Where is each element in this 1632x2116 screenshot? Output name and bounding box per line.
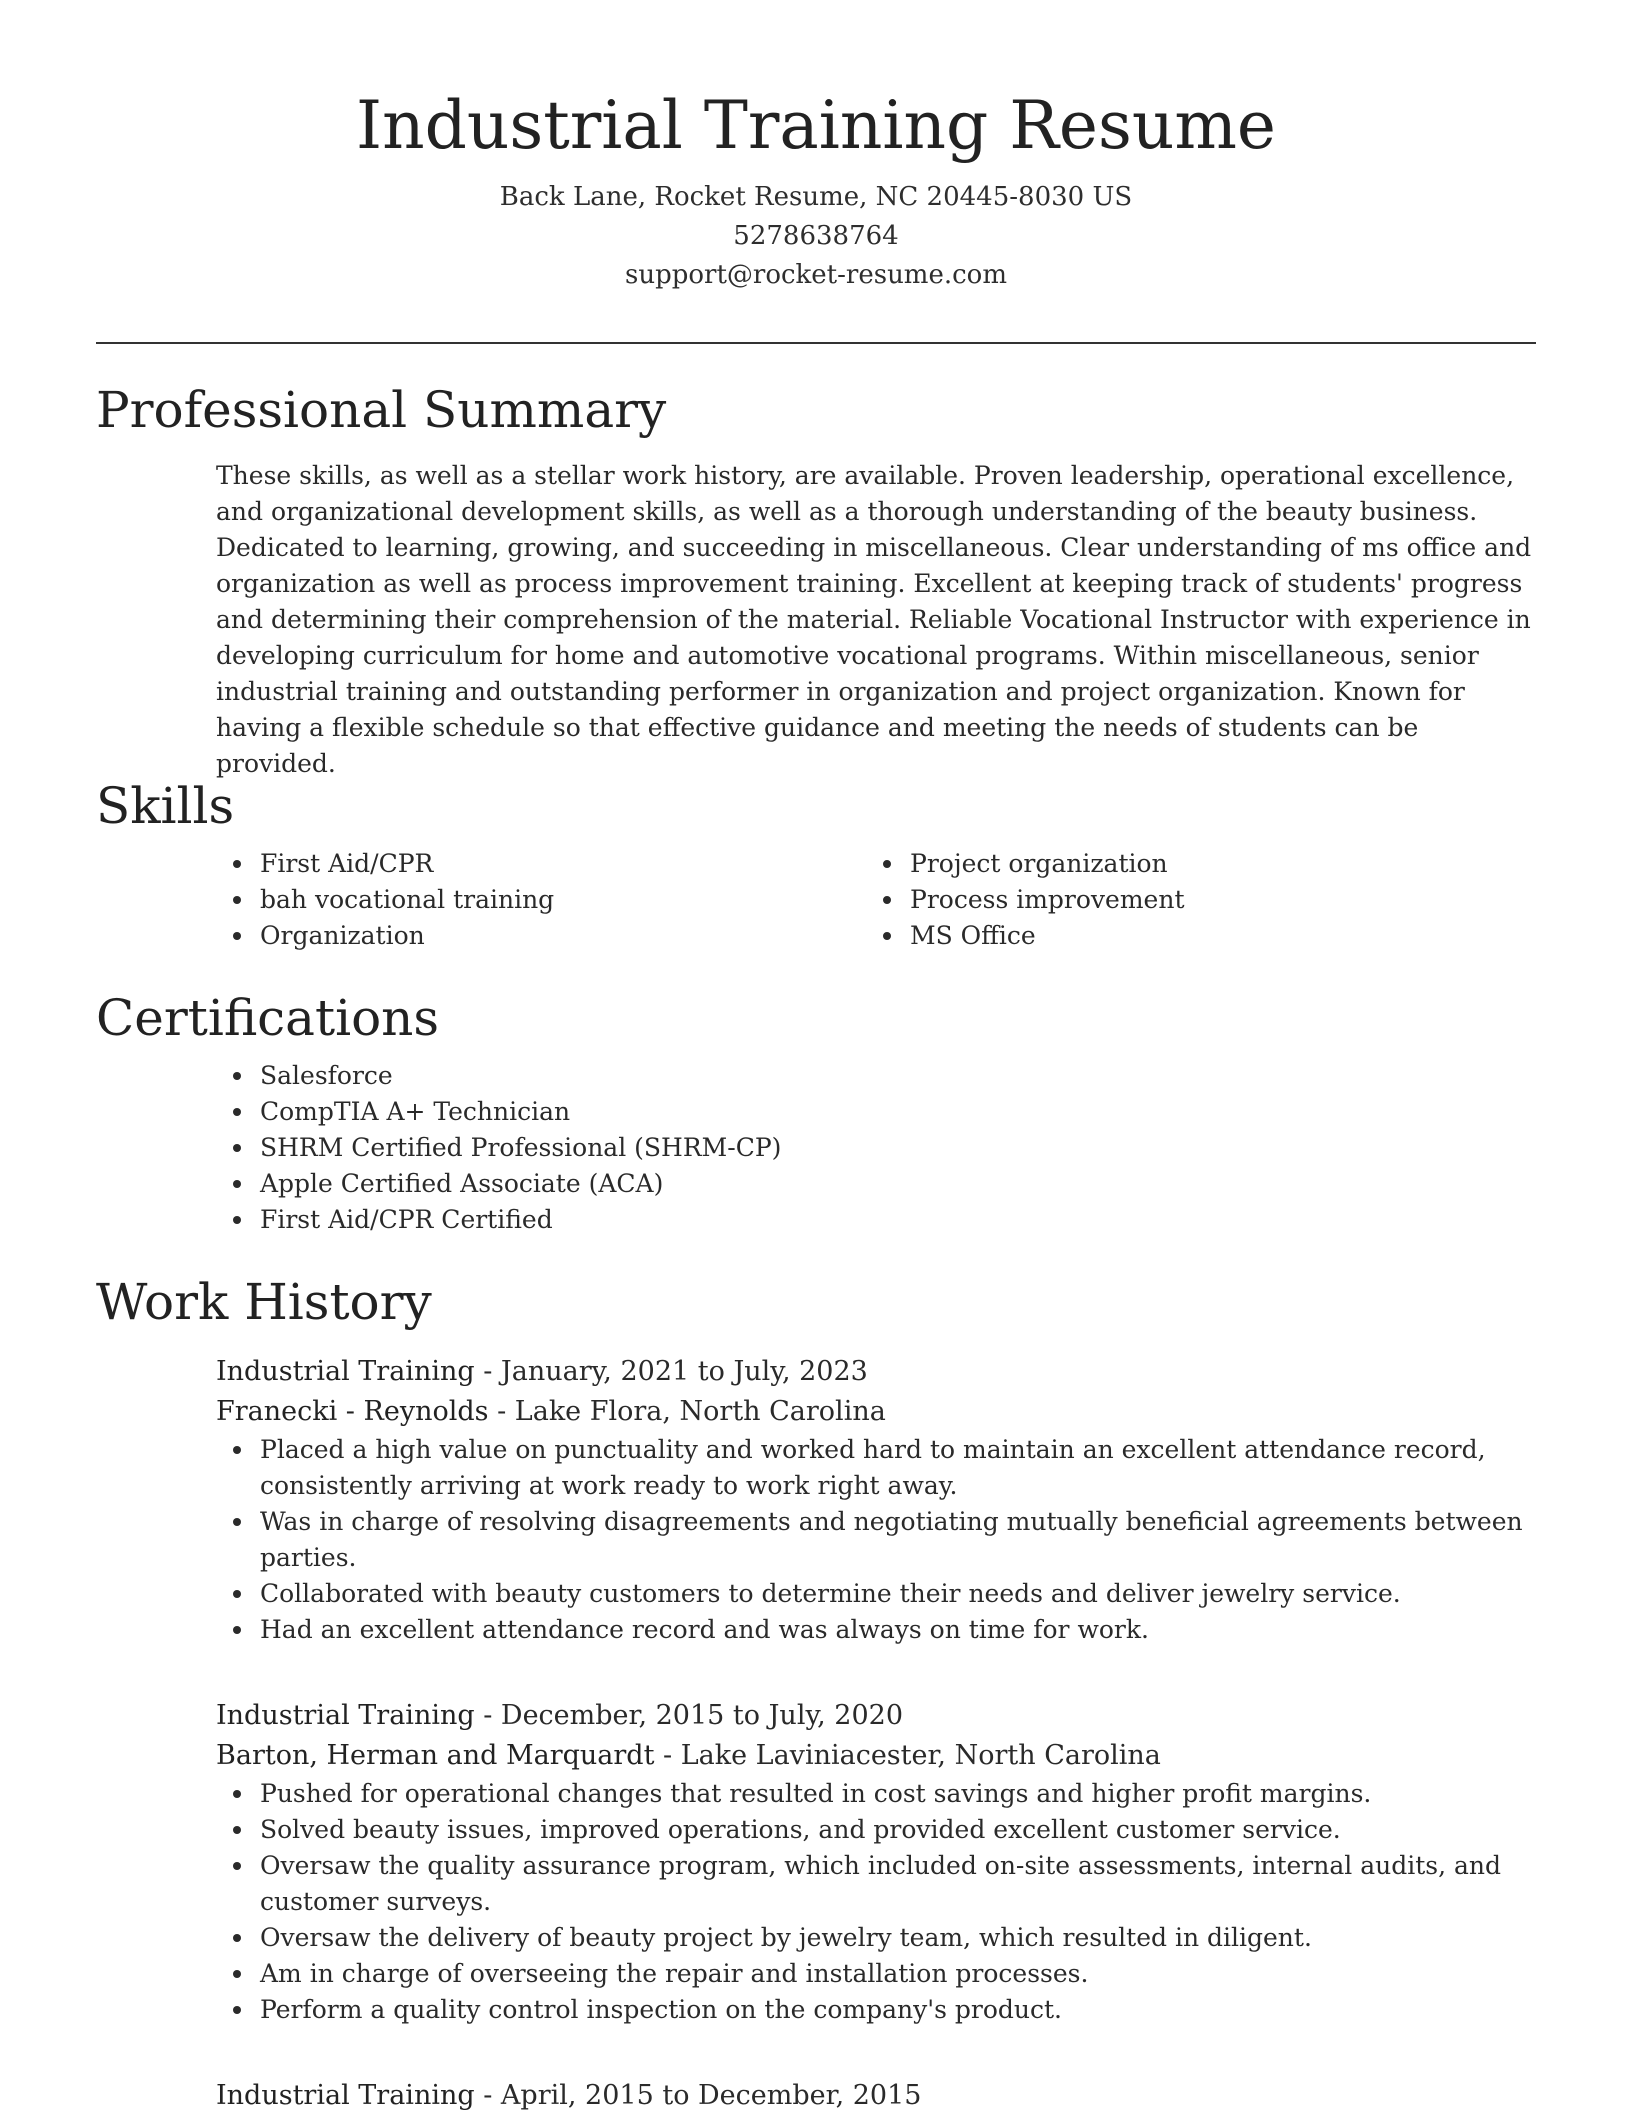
list-item: SHRM Certified Professional (SHRM-CP) bbox=[260, 1130, 1536, 1166]
job-title-line bbox=[216, 1696, 1536, 1736]
certifications-list bbox=[216, 1058, 1536, 1238]
work-heading: Work History bbox=[96, 1273, 432, 1331]
list-item: Am in charge of overseeing the repair and installation processes. bbox=[260, 1956, 1536, 1992]
list-item: Process improvement bbox=[910, 882, 1516, 918]
list-item: Perform a quality control inspection on the company's product. bbox=[260, 1992, 1536, 2028]
resume-title: Industrial Training Resume bbox=[356, 87, 1276, 164]
skills-section bbox=[96, 776, 1536, 954]
list-item: CompTIA A+ Technician bbox=[260, 1094, 1536, 1130]
certifications-section bbox=[96, 988, 1536, 1238]
job-bullets bbox=[216, 1432, 1536, 1648]
job-entry-3 bbox=[96, 2076, 1536, 2116]
list-item: Pushed for operational changes that resulted in cost savings and higher profit margins. bbox=[260, 1776, 1536, 1812]
job-title: Industrial Training bbox=[216, 2080, 475, 2111]
contact-block bbox=[0, 178, 1632, 295]
list-item: Organization bbox=[260, 918, 866, 954]
skills-heading: Skills bbox=[96, 777, 235, 835]
skills-grid bbox=[216, 846, 1536, 954]
job-bullets bbox=[216, 1776, 1536, 2028]
certifications-list-wrap bbox=[216, 1058, 1536, 1238]
skills-column-right bbox=[866, 846, 1516, 954]
resume-header bbox=[0, 0, 1632, 295]
contact-phone: 5278638764 bbox=[733, 221, 899, 251]
skills-list-left bbox=[216, 846, 866, 954]
job-company: Barton, Herman and Marquardt bbox=[216, 1740, 655, 1771]
list-item: Had an excellent attendance record and was always on time for work. bbox=[260, 1612, 1536, 1648]
job-3 bbox=[216, 2076, 1536, 2116]
list-item: Oversaw the quality assurance program, which included on-site assessments, internal audits, and customer surveys. bbox=[260, 1848, 1536, 1920]
job-location: - Lake Laviniacester, North Carolina bbox=[654, 1740, 1161, 1771]
list-item: Solved beauty issues, improved operations, and provided excellent customer service. bbox=[260, 1812, 1536, 1848]
job-dates: - January, 2021 to July, 2023 bbox=[474, 1356, 868, 1387]
job-title-line bbox=[216, 1352, 1536, 1392]
job-location: - Lake Flora, North Carolina bbox=[488, 1396, 886, 1427]
list-item: MS Office bbox=[910, 918, 1516, 954]
contact-address: Back Lane, Rocket Resume, NC 20445-8030 US bbox=[499, 182, 1133, 212]
job-entry-1 bbox=[96, 1352, 1536, 1648]
list-item: Apple Certified Associate (ACA) bbox=[260, 1166, 1536, 1202]
job-company: Franecki - Reynolds bbox=[216, 1396, 489, 1427]
job-dates: - April, 2015 to December, 2015 bbox=[474, 2080, 922, 2111]
summary-heading: Professional Summary bbox=[96, 381, 667, 439]
job-dates: - December, 2015 to July, 2020 bbox=[474, 1700, 904, 1731]
job-title: Industrial Training bbox=[216, 1700, 475, 1731]
skills-list-right bbox=[866, 846, 1516, 954]
list-item: First Aid/CPR bbox=[260, 846, 866, 882]
job-title: Industrial Training bbox=[216, 1356, 475, 1387]
list-item: Placed a high value on punctuality and worked hard to maintain an excellent attendance record, consistently arriving at work ready to work right away. bbox=[260, 1432, 1536, 1504]
job-entry-2 bbox=[96, 1696, 1536, 2028]
job-company-line bbox=[216, 1736, 1536, 1776]
certifications-heading: Certifications bbox=[96, 989, 440, 1047]
skills-column-left bbox=[216, 846, 866, 954]
list-item: Was in charge of resolving disagreements and negotiating mutually beneficial agreements between parties. bbox=[260, 1504, 1536, 1576]
job-2 bbox=[216, 1696, 1536, 2028]
job-1 bbox=[216, 1352, 1536, 1648]
work-section bbox=[96, 1272, 1536, 1332]
list-item: Salesforce bbox=[260, 1058, 1536, 1094]
list-item: bah vocational training bbox=[260, 882, 866, 918]
list-item: First Aid/CPR Certified bbox=[260, 1202, 1536, 1238]
job-company-line bbox=[216, 1392, 1536, 1432]
header-divider bbox=[96, 342, 1536, 344]
list-item: Collaborated with beauty customers to determine their needs and deliver jewelry service. bbox=[260, 1576, 1536, 1612]
summary-paragraph: These skills, as well as a stellar work history, are available. Proven leadership, operational excellence, and organizational development skills, as well as a thorough understanding of the beauty business. Dedicated to learning, growing, and succeeding in miscellaneous. Clear understanding of ms office and organization as well as process improvement training. Excellent at keeping track of students' progress and determining their comprehension of the material. Reliable Vocational Instructor with experience in developing curriculum for home and automotive vocational programs. Within miscellaneous, senior industrial training and outstanding performer in organization and project organization. Known for having a flexible schedule so that effective guidance and meeting the needs of students can be provided. bbox=[216, 461, 1532, 778]
contact-email: support@rocket-resume.com bbox=[624, 260, 1007, 290]
job-title-line bbox=[216, 2076, 1536, 2116]
list-item: Oversaw the delivery of beauty project by jewelry team, which resulted in diligent. bbox=[260, 1920, 1536, 1956]
list-item: Project organization bbox=[910, 846, 1516, 882]
summary-section bbox=[96, 380, 1536, 782]
